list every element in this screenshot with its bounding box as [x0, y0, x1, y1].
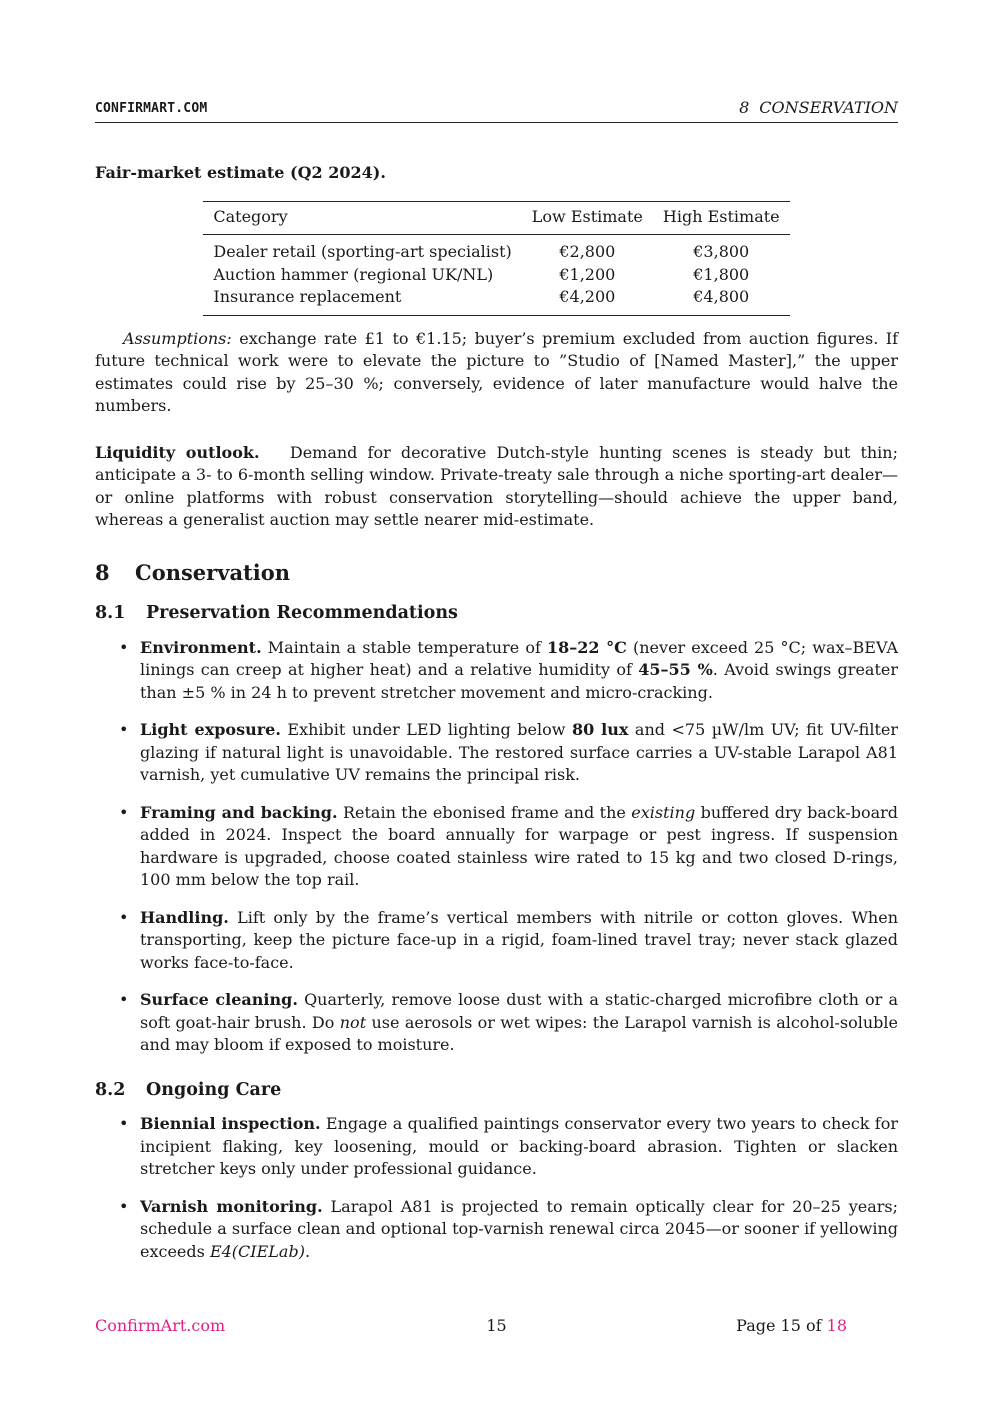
table-cell: Auction hammer (regional UK/NL): [213, 264, 494, 284]
assumptions-label: Assumptions:: [123, 328, 232, 348]
item-text: use aerosols or wet wipes: the Larapol varnish is alcohol-soluble and may bloom if exposed to moisture.: [140, 1012, 898, 1054]
subsection-title: Ongoing Care: [146, 1079, 282, 1100]
list-item: [95, 802, 898, 892]
item-label: Environment.: [140, 637, 262, 657]
estimate-title: Fair-market estimate (Q2 2024).: [95, 163, 386, 182]
subsection-number: 8.1: [95, 603, 126, 623]
item-text: buffered dry back-board added in 2024. Inspect the board annually for warpage or pest ingress. If suspension hardware is upgraded, choose coated stainless wire rated to 15 kg and two closed D-rings, 100 mm below the top rail.: [140, 802, 899, 889]
column-header: Category: [213, 206, 288, 226]
item-label: Framing and backing.: [140, 802, 338, 822]
running-section-title: CONSERVATION: [759, 98, 898, 117]
item-text: Larapol A81 is projected to remain optically clear for 20–25 years; schedule a surface clean and optional top-varnish renewal circa 2045—or sooner if yellowing exceeds: [140, 1196, 899, 1261]
table-cell: €4,800: [693, 287, 750, 306]
item-text: Maintain a stable temperature of: [261, 637, 548, 657]
item-text: E4(CIELab): [209, 1241, 305, 1261]
column-header: High Estimate: [662, 206, 780, 226]
item-text: and <75 µW/lm UV; fit UV-filter glazing if natural light is unavoidable. The restored surface carries a UV-stable Larapol A81 varnish, yet cumulative UV remains the principal risk.: [140, 720, 899, 784]
page-label: Page 15 of: [736, 1316, 827, 1335]
table-cell: €4,200: [559, 287, 616, 306]
assumptions-text: exchange rate £1 to €1.15; buyer’s premium excluded from auction figures. If future technical work were to elevate the picture to ”Studio of [Named Master],” the upper estimates could rise by 25–30 %; conversely, evidence of later manufacture would halve the numbers.: [95, 328, 898, 415]
list-item: [95, 719, 898, 787]
item-label: Biennial inspection.: [140, 1114, 321, 1133]
bullet-icon: •: [119, 907, 129, 927]
footer-page-number: 15: [486, 1316, 507, 1335]
subsection-heading-care: [95, 1079, 898, 1102]
bullet-icon: •: [119, 720, 129, 739]
preservation-list: [95, 637, 898, 1057]
item-text: not: [339, 1012, 367, 1032]
table-cell: €3,800: [693, 242, 750, 261]
item-text: 80 lux: [571, 720, 629, 739]
bullet-icon: •: [119, 1114, 129, 1133]
assumptions-paragraph: [95, 328, 898, 418]
bullet-icon: •: [119, 990, 129, 1009]
table-header-row: [203, 201, 789, 235]
site-logo: CONFIRMART.COM: [95, 101, 208, 116]
list-item: [95, 989, 898, 1057]
care-list: [95, 1113, 898, 1263]
page-total-link[interactable]: 18: [826, 1316, 847, 1335]
subsection-heading-preservation: [95, 602, 898, 625]
item-label: Light exposure.: [140, 720, 281, 739]
item-text: .: [304, 1241, 311, 1261]
item-text: 45–55 %: [638, 660, 713, 679]
item-label: Surface cleaning.: [140, 990, 298, 1009]
bullet-icon: •: [119, 637, 129, 657]
table-cell: €2,800: [559, 242, 616, 261]
bullet-icon: •: [119, 1196, 129, 1216]
footer-page-count: [736, 1316, 847, 1335]
table-cell: Insurance replacement: [213, 287, 402, 306]
item-text: (never exceed 25 °C; wax–BEVA linings can creep at higher heat) and a relative humidity of: [140, 637, 898, 679]
table-cell: Dealer retail (sporting-art specialist): [213, 242, 512, 261]
bullet-icon: •: [119, 802, 129, 822]
liquidity-text: Demand for decorative Dutch-style hunting scenes is steady but thin; anticipate a 3- to 6-month selling window. Private-treaty sale through a niche sporting-art dealer—or online platforms with robust conservation storytelling—should achieve the upper band, whereas a generalist auction may settle nearer mid-estimate.: [95, 442, 898, 529]
item-text: Lift only by the frame’s vertical members with nitrile or cotton gloves. When transporting, keep the picture face-up in a rigid, foam-lined travel tray; never stack glazed works face-to-face.: [140, 907, 898, 972]
list-item: [95, 1113, 898, 1181]
item-label: Handling.: [140, 907, 229, 927]
item-text: 18–22 °C: [547, 637, 627, 657]
subsection-number: 8.2: [95, 1079, 126, 1100]
item-text: Retain the ebonised frame and the: [337, 802, 632, 822]
item-label: Varnish monitoring.: [140, 1196, 323, 1216]
item-text: Quarterly, remove loose dust with a static-charged microfibre cloth or a soft goat-hair brush. Do: [140, 990, 899, 1032]
page-body: [95, 162, 898, 1278]
estimate-table: [203, 201, 789, 316]
section-number: 8: [95, 559, 110, 585]
item-text: Engage a qualified paintings conservator every two years to check for incipient flaking, key loosening, mould or backing-board abrasion. Tighten or slacken stretcher keys only under professional guidance.: [140, 1114, 899, 1178]
list-item: [95, 637, 898, 705]
footer-site-link[interactable]: ConfirmArt.com: [95, 1316, 226, 1335]
section-heading: [95, 559, 898, 585]
table-row: [203, 235, 789, 264]
list-item: [95, 907, 898, 975]
item-text: . Avoid swings greater than ±5 % in 24 h to prevent stretcher movement and micro-cracking.: [140, 660, 898, 702]
table-row: [203, 264, 789, 287]
page-header: [95, 98, 898, 123]
table-cell: €1,200: [559, 264, 616, 284]
item-text: Exhibit under LED lighting below: [280, 720, 572, 739]
running-title: [739, 98, 898, 117]
running-section-number: 8: [739, 98, 750, 117]
subsection-title: Preservation Recommendations: [146, 603, 458, 623]
liquidity-paragraph: [95, 442, 898, 532]
liquidity-label: Liquidity outlook.: [95, 442, 260, 462]
section-title: Conservation: [135, 559, 290, 585]
column-header: Low Estimate: [531, 206, 643, 226]
table-row: [203, 286, 789, 315]
item-text: existing: [631, 802, 696, 822]
list-item: [95, 1196, 898, 1264]
table-cell: €1,800: [693, 264, 750, 284]
